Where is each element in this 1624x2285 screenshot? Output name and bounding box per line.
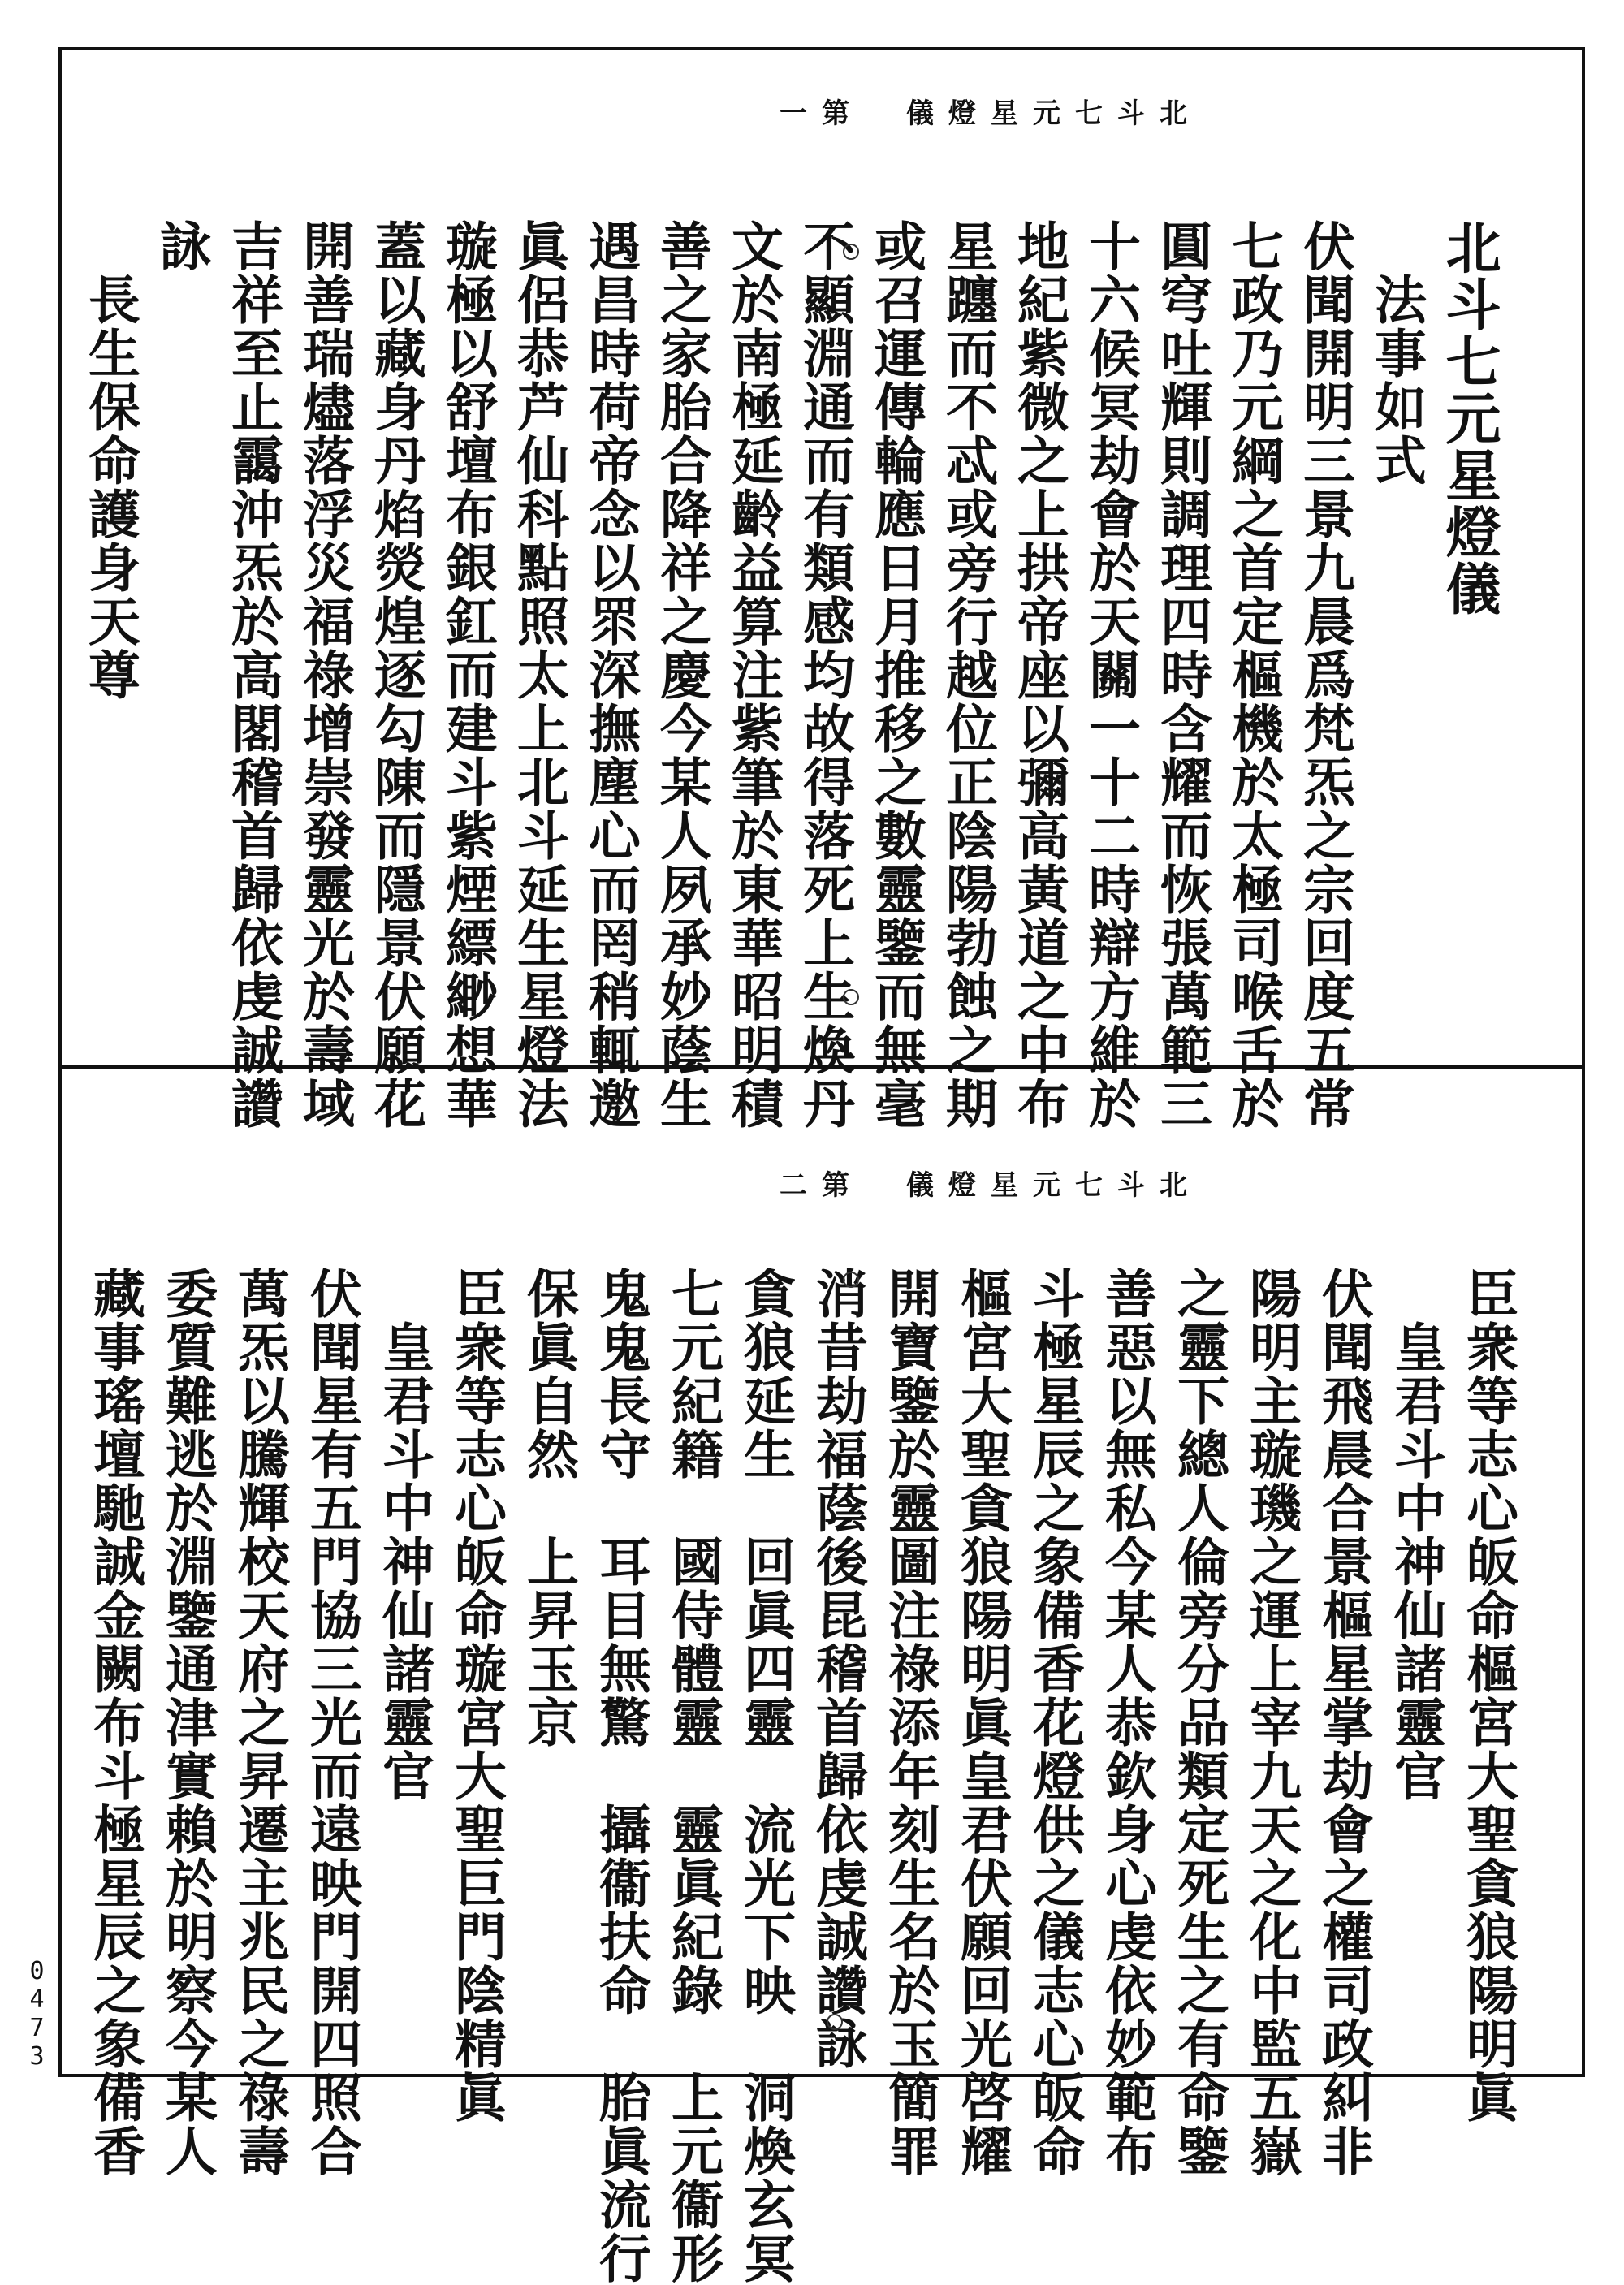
text-column: 貪狼延生 回眞四靈 流光下映 洞煥玄冥 bbox=[735, 1267, 796, 2285]
text-column: 伏聞星有五門協三光而遠映門開四照合 bbox=[301, 1267, 362, 2178]
text-column: 星躔而不忒或旁行越位正陰陽勃蝕之期 bbox=[937, 219, 998, 1130]
text-column: 萬炁以騰輝校天府之昇遷主兆民之祿壽 bbox=[229, 1267, 290, 2178]
text-column: 之靈下總人倫旁分品類定死生之有命鑒 bbox=[1168, 1267, 1229, 2178]
text-column: 圓穹吐輝則調理四時含耀而恢張萬範三 bbox=[1151, 219, 1212, 1130]
text-column: 法事如式 bbox=[1366, 219, 1427, 487]
text-column: 善惡以無私今某人恭欽身心虔依妙範布 bbox=[1096, 1267, 1157, 2178]
text-column: 保眞自然 上昇玉京 bbox=[518, 1267, 579, 1749]
text-column: 七元紀籍 國侍體靈 靈眞紀錄 上元衞形 bbox=[663, 1267, 723, 2285]
text-column: 北斗七元星燈儀 bbox=[1436, 219, 1501, 617]
text-column: 樞宮大聖貪狼陽明眞皇君伏願回光啓耀 bbox=[952, 1267, 1013, 2178]
column-marker-circle bbox=[843, 244, 859, 260]
text-column: 開善瑞燼落浮災福祿增崇發靈光於壽域 bbox=[294, 219, 355, 1130]
text-column: 委質難逃於淵鑒通津實賴於明察今某人 bbox=[157, 1267, 218, 2178]
text-column: 皇君斗中神仙諸靈官 bbox=[1385, 1267, 1446, 1803]
text-column: 伏聞飛晨合景樞星掌劫會之權司政糾非 bbox=[1313, 1267, 1374, 2178]
text-column: 善之家胎合降祥之慶今某人夙承妙蔭生 bbox=[651, 219, 712, 1130]
column-marker-circle bbox=[843, 989, 859, 1005]
text-column: 眞侶恭芦仙科點照太上北斗延生星燈法 bbox=[508, 219, 569, 1130]
text-column: 臣衆等志心皈命樞宮大聖貪狼陽明眞 bbox=[1458, 1267, 1518, 2124]
text-column: 藏事瑤壇馳誠金闕布斗極星辰之象備香 bbox=[84, 1267, 145, 2178]
top-panel-header: 北斗七元星燈儀 第一 bbox=[780, 97, 1202, 130]
text-column: 陽明主璇璣之運上宰九天之化中監五嶽 bbox=[1241, 1267, 1302, 2178]
text-column: 或召運傳輪應日月推移之數靈鑒而無毫 bbox=[866, 219, 926, 1130]
text-column: 吉祥至止靄沖炁於高閣稽首歸依虔誠讚 bbox=[222, 219, 283, 1130]
column-marker-circle bbox=[827, 2014, 843, 2030]
text-column: 璇極以舒壇布銀釭而建斗紫煙縹緲想華 bbox=[437, 219, 498, 1130]
text-column: 伏聞開明三景九晨爲梵炁之宗回度五常 bbox=[1294, 219, 1355, 1130]
text-column: 七政乃元綱之首定樞機於太極司喉舌於 bbox=[1223, 219, 1284, 1130]
text-column: 斗極星辰之象備香花燈供之儀志心皈命 bbox=[1024, 1267, 1085, 2178]
text-column: 遇昌時荷帝念以眔深撫塵心而罔稍輒邀 bbox=[580, 219, 641, 1130]
text-column: 蓋以藏身丹焰熒煌逐勾陳而隱景伏願花 bbox=[365, 219, 426, 1130]
bottom-panel-header: 北斗七元星燈儀 第二 bbox=[780, 1169, 1202, 1202]
column-marker-circle bbox=[843, 1272, 859, 1288]
page-number: 0473 bbox=[23, 1957, 51, 2071]
text-column: 地紀紫微之上拱帝座以彌高黃道之中布 bbox=[1009, 219, 1069, 1130]
text-column: 十六候冥劫會於天關一十二時辯方維於 bbox=[1080, 219, 1141, 1130]
text-column: 文於南極延齡益算注紫筆於東華昭明積 bbox=[723, 219, 784, 1130]
text-column: 開寶鑒於靈圖注祿添年刻生名於玉簡罪 bbox=[879, 1267, 940, 2178]
text-column: 詠 bbox=[151, 219, 212, 273]
text-column: 鬼鬼長守 耳目無驚 攝衞扶命 胎眞流行 bbox=[590, 1267, 651, 2285]
text-column: 長生保命護身天尊 bbox=[80, 219, 140, 702]
text-column: 臣衆等志心皈命璇宮大聖巨門陰精眞 bbox=[446, 1267, 507, 2124]
text-column: 不顯淵通而有類感均故得落死上生煥丹 bbox=[794, 219, 855, 1130]
text-column: 皇君斗中神仙諸靈官 bbox=[374, 1267, 434, 1803]
text-column: 消昔劫福蔭後昆稽首歸依虔誠讚詠 bbox=[807, 1267, 868, 2071]
